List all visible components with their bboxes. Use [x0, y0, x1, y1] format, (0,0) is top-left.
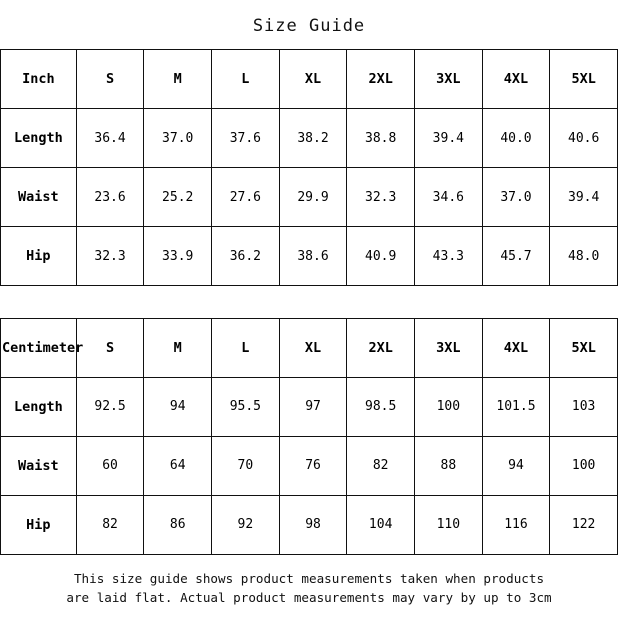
cell-inch-waist-3xl: 34.6: [415, 168, 483, 227]
cell-inch-waist-xl: 29.9: [279, 168, 347, 227]
table-separator: [0, 286, 618, 318]
cell-inch-length-4xl: 40.0: [482, 109, 550, 168]
table-row: [1, 109, 618, 168]
cell-cm-waist-5xl: 100: [550, 436, 618, 495]
cell-cm-length-5xl: 103: [550, 377, 618, 436]
cell-cm-waist-xl: 76: [279, 436, 347, 495]
cell-cm-hip-s: 82: [76, 495, 144, 554]
footer-note: [0, 555, 618, 618]
table-row: [1, 495, 618, 554]
cell-inch-hip-2xl: 40.9: [347, 227, 415, 286]
column-header-xl: XL: [279, 318, 347, 377]
cell-inch-waist-4xl: 37.0: [482, 168, 550, 227]
cell-cm-length-l: 95.5: [212, 377, 280, 436]
cell-cm-hip-4xl: 116: [482, 495, 550, 554]
cell-inch-hip-xl: 38.6: [279, 227, 347, 286]
cell-inch-hip-5xl: 48.0: [550, 227, 618, 286]
cell-cm-length-xl: 97: [279, 377, 347, 436]
cell-cm-waist-l: 70: [212, 436, 280, 495]
cell-cm-waist-3xl: 88: [415, 436, 483, 495]
column-header-m: M: [144, 318, 212, 377]
cell-cm-waist-2xl: 82: [347, 436, 415, 495]
column-header-xl: XL: [279, 50, 347, 109]
cell-cm-hip-2xl: 104: [347, 495, 415, 554]
cell-cm-hip-l: 92: [212, 495, 280, 554]
column-header-5xl: 5XL: [550, 318, 618, 377]
table-header-row: [1, 318, 618, 377]
table-row: [1, 227, 618, 286]
cell-inch-hip-4xl: 45.7: [482, 227, 550, 286]
row-label-length: Length: [1, 377, 77, 436]
cell-inch-length-2xl: 38.8: [347, 109, 415, 168]
cell-inch-waist-2xl: 32.3: [347, 168, 415, 227]
row-label-length: Length: [1, 109, 77, 168]
unit-header-inch: Inch: [1, 50, 77, 109]
cell-cm-hip-xl: 98: [279, 495, 347, 554]
cell-inch-length-5xl: 40.6: [550, 109, 618, 168]
table-row: [1, 377, 618, 436]
row-label-hip: Hip: [1, 227, 77, 286]
row-label-hip: Hip: [1, 495, 77, 554]
column-header-l: L: [212, 50, 280, 109]
page-title: Size Guide: [252, 16, 366, 36]
inch-size-table: [0, 49, 618, 286]
centimeter-size-table: [0, 318, 618, 555]
cell-inch-waist-s: 23.6: [76, 168, 144, 227]
cell-cm-hip-3xl: 110: [415, 495, 483, 554]
cell-inch-waist-m: 25.2: [144, 168, 212, 227]
cell-cm-length-2xl: 98.5: [347, 377, 415, 436]
column-header-3xl: 3XL: [415, 50, 483, 109]
column-header-m: M: [144, 50, 212, 109]
cell-inch-hip-m: 33.9: [144, 227, 212, 286]
cell-inch-length-xl: 38.2: [279, 109, 347, 168]
footer-line-2: are laid flat. Actual product measurements may vary by up to 3cm: [66, 590, 552, 606]
cell-cm-waist-4xl: 94: [482, 436, 550, 495]
cell-cm-hip-m: 86: [144, 495, 212, 554]
cell-cm-waist-m: 64: [144, 436, 212, 495]
column-header-4xl: 4XL: [482, 318, 550, 377]
column-header-s: S: [76, 318, 144, 377]
cell-inch-length-m: 37.0: [144, 109, 212, 168]
column-header-3xl: 3XL: [415, 318, 483, 377]
cell-inch-waist-5xl: 39.4: [550, 168, 618, 227]
cell-inch-waist-l: 27.6: [212, 168, 280, 227]
cell-inch-hip-l: 36.2: [212, 227, 280, 286]
cell-inch-length-l: 37.6: [212, 109, 280, 168]
cell-cm-hip-5xl: 122: [550, 495, 618, 554]
cell-inch-length-3xl: 39.4: [415, 109, 483, 168]
cell-inch-hip-s: 32.3: [76, 227, 144, 286]
column-header-s: S: [76, 50, 144, 109]
column-header-2xl: 2XL: [347, 318, 415, 377]
column-header-5xl: 5XL: [550, 50, 618, 109]
column-header-4xl: 4XL: [482, 50, 550, 109]
table-header-row: [1, 50, 618, 109]
table-row: [1, 436, 618, 495]
cell-cm-length-s: 92.5: [76, 377, 144, 436]
cell-cm-length-4xl: 101.5: [482, 377, 550, 436]
cell-inch-hip-3xl: 43.3: [415, 227, 483, 286]
cell-cm-length-m: 94: [144, 377, 212, 436]
unit-header-centimeter: Centimeter: [1, 318, 77, 377]
footer-line-1: This size guide shows product measurements taken when products: [73, 570, 545, 586]
row-label-waist: Waist: [1, 168, 77, 227]
cell-inch-length-s: 36.4: [76, 109, 144, 168]
table-row: [1, 168, 618, 227]
column-header-l: L: [212, 318, 280, 377]
row-label-waist: Waist: [1, 436, 77, 495]
cell-cm-length-3xl: 100: [415, 377, 483, 436]
cell-cm-waist-s: 60: [76, 436, 144, 495]
column-header-2xl: 2XL: [347, 50, 415, 109]
